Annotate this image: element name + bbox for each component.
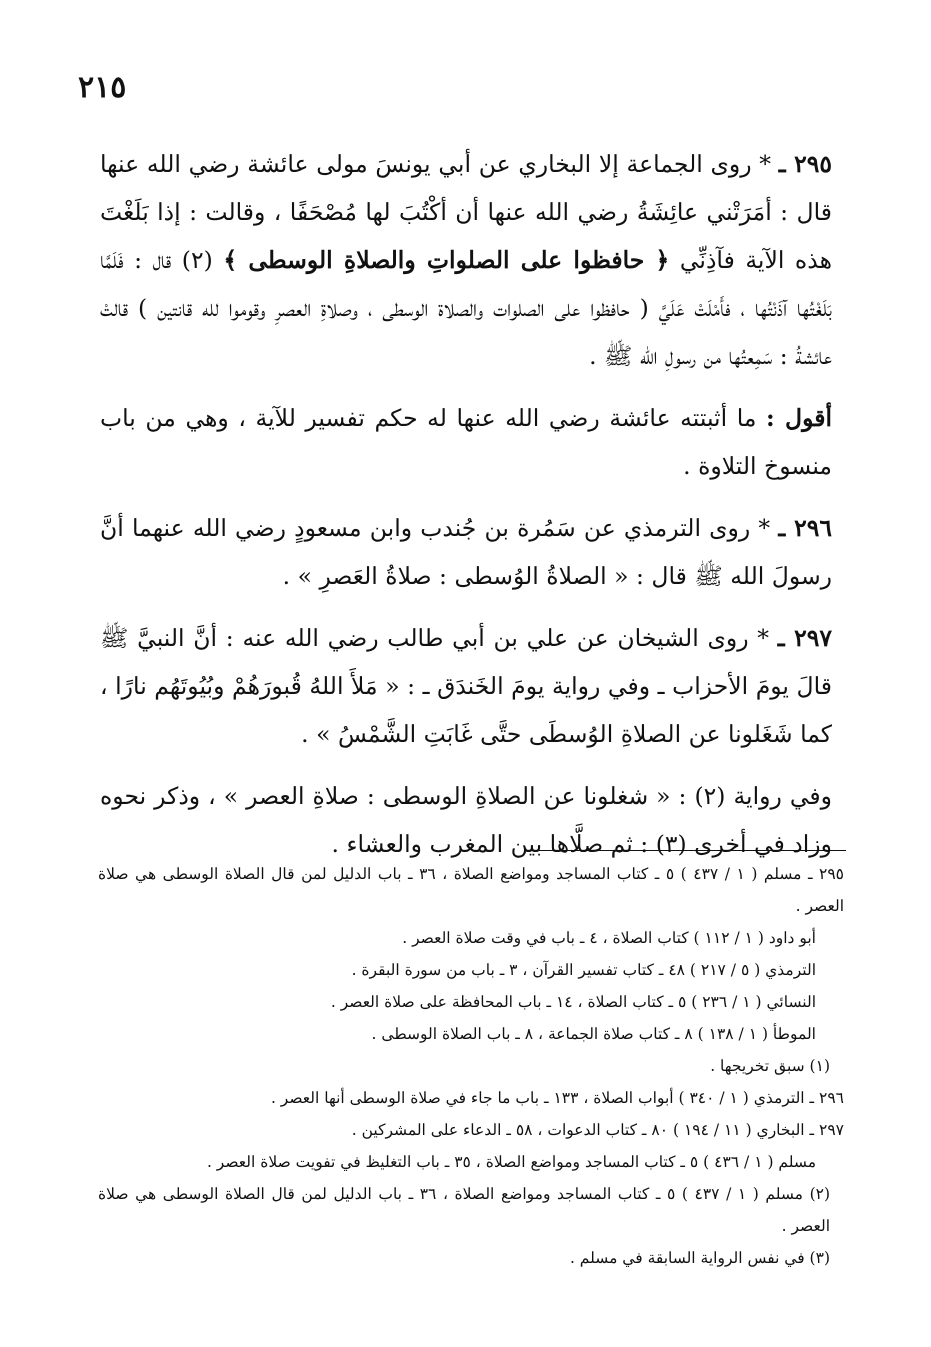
paragraph-narration <box>100 772 832 868</box>
footnote-line: النسائي ( ١ / ٢٣٦ ) ٥ ـ كتاب الصلاة ، ١٤ ـ باب المحافظة على صلاة العصر . <box>330 993 816 1011</box>
paragraph-296 <box>100 504 832 600</box>
paragraph-297 <box>100 614 832 758</box>
main-text <box>100 140 832 882</box>
footnote-line: ٢٩٧ ـ البخاري ( ١١ / ١٩٤ ) ٨٠ ـ كتاب الدعوات ، ٥٨ ـ الدعاء على المشركين . <box>351 1121 844 1139</box>
paragraph-295 <box>100 140 832 380</box>
paragraph-text: * روى الشيخان عن علي بن أبي طالب رضي الله عنه : أنَّ النبيَّ ﷺ قالَ يومَ الأحزاب ـ وفي رواية يومَ الخَندَق ـ : « مَلأَ اللهُ قُبورَهُمْ وبُيُوتَهُم نارًا ، كما شَغَلونا عن الصلاةِ الوُسطَى حتَّى غَابَتِ الشَّمْسُ » . <box>100 624 832 748</box>
paragraph-text: * روى الجماعة إلا البخاري عن أبي يونسَ مولى عائشة رضي الله عنها قال : أمَرَتْني عائِشَةُ رضي الله عنها أن أكْتُبَ لها مُصْحَفًا ، وقالت : إذا بَلَغْتَ هذه الآية فآذِنِّي <box>100 150 832 274</box>
hadith-number: ٢٩٦ ـ <box>778 514 832 542</box>
footnote-line: مسلم ( ١ / ٤٣٦ ) ٥ ـ كتاب المساجد ومواضع الصلاة ، ٣٥ ـ باب التغليظ في تفويت صلاة العصر . <box>206 1153 816 1171</box>
quran-verse: ﴿ حافظوا على الصلواتِ والصلاةِ الوسطى ﴾ <box>223 246 670 274</box>
footnote-line: أبو داود ( ١ / ١١٢ ) كتاب الصلاة ، ٤ ـ باب في وقت صلاة العصر . <box>402 929 816 947</box>
paragraph-text: ما أثبتته عائشة رضي الله عنها له حكم تفسير للآية ، وهي من باب منسوخ التلاوة . <box>100 404 832 480</box>
footnote-line: (١) سبق تخريجها . <box>710 1057 830 1075</box>
paragraph-text: * روى الترمذي عن سَمُرة بن جُندب وابن مسعودٍ رضي الله عنهما أنَّ رسولَ الله ﷺ قال : « الصلاةُ الوُسطى : صلاةُ العَصرِ » . <box>100 514 832 590</box>
footnotes <box>98 858 844 1274</box>
hadith-number: ٢٩٥ ـ <box>778 150 832 178</box>
footnote-line: (٣) في نفس الرواية السابقة في مسلم . <box>569 1249 830 1267</box>
footnote-line: (٢) مسلم ( ١ / ٤٣٧ ) ٥ ـ كتاب المساجد ومواضع الصلاة ، ٣٦ ـ باب الدليل لمن قال الصلاة الوسطى هي صلاة العصر . <box>98 1185 831 1235</box>
footnote-divider <box>528 850 846 851</box>
footnote-line: ٢٩٥ ـ مسلم ( ١ / ٤٣٧ ) ٥ ـ كتاب المساجد ومواضع الصلاة ، ٣٦ ـ باب الدليل لمن قال الصلاة الوسطى هي صلاة العصر . <box>98 865 845 915</box>
footnote-line: الموطأ ( ١ / ١٣٨ ) ٨ ـ كتاب صلاة الجماعة ، ٨ ـ باب الصلاة الوسطى . <box>371 1025 816 1043</box>
paragraph-text: وفي رواية (٢) : « شغلونا عن الصلاةِ الوسطى : صلاةِ العصر » ، وذكر نحوه وزاد في أخرى (٣) : ثم صلَّاها بين المغرب والعشاء . <box>100 782 832 858</box>
hadith-number: ٢٩٧ ـ <box>777 624 832 652</box>
footnote-line: ٢٩٦ ـ الترمذي ( ١ / ٣٤٠ ) أبواب الصلاة ، ١٣٣ ـ باب ما جاء في صلاة الوسطى أنها العصر . <box>270 1089 844 1107</box>
comment-label: أقول : <box>766 404 832 432</box>
page-number: ٢١٥ <box>78 70 127 105</box>
paragraph-comment <box>100 394 832 490</box>
paragraph-text-continued: (٢) قال : فَلَمَّا بَلَغْتُها آذَنْتُها ، فأَمْلَتْ عَلَيَّ ( حافظوا على الصلوات والصلاة الوسطى ، وصلاةِ العصرِ وقوموا لله قانتين ) قالتْ عائشةُ : سَمِعتُها من رسولِ الله ﷺ . <box>100 246 832 370</box>
footnote-line: الترمذي ( ٥ / ٢١٧ ) ٤٨ ـ كتاب تفسير القرآن ، ٣ ـ باب من سورة البقرة . <box>351 961 816 979</box>
